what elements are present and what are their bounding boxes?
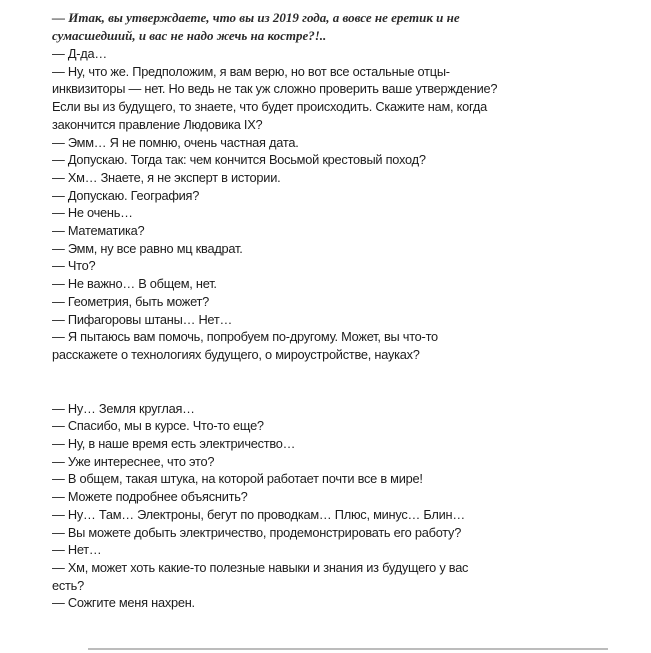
dialogue-line: — Не очень… xyxy=(52,205,133,221)
dialogue-line: — Ну, что же. Предположим, я вам верю, но вот все остальные отцы- xyxy=(52,63,450,79)
dialogue-line: — Д-да… xyxy=(52,46,107,61)
dialogue-document xyxy=(52,9,651,612)
dialogue-line: — Математика? xyxy=(52,223,145,239)
dialogue-line: — Сожгите меня нахрен. xyxy=(52,595,195,611)
bottom-divider xyxy=(88,648,608,650)
dialogue-line: — Допускаю. Тогда так: чем кончится Восьмой крестовый поход? xyxy=(52,152,426,168)
dialogue-line: — Не важно… В общем, нет. xyxy=(52,276,217,292)
dialogue-line: — Эмм… Я не помню, очень частная дата. xyxy=(52,134,299,150)
dialogue-line: — Спасибо, мы в курсе. Что-то еще? xyxy=(52,418,264,434)
dialogue-line: — Допускаю. География? xyxy=(52,187,200,203)
dialogue-line: — Вы можете добыть электричество, продемонстрировать его работу? xyxy=(52,524,462,540)
dialogue-line: — Геометрия, быть может? xyxy=(52,293,210,309)
dialogue-line: — Что? xyxy=(52,258,96,274)
dialogue-line: — Можете подробнее объяснить? xyxy=(52,489,248,505)
dialogue-block-1 xyxy=(52,45,651,364)
dialogue-line: — Ну… Земля круглая… xyxy=(52,400,195,416)
dialogue-line: — Эмм, ну все равно мц квадрат. xyxy=(52,240,243,256)
intro-line: сумасшедший, и вас не надо жечь на костре?!.. xyxy=(52,28,327,43)
dialogue-line: — Нет… xyxy=(52,542,102,558)
dialogue-line: — Пифагоровы штаны… Нет… xyxy=(52,311,233,327)
dialogue-line: закончится правление Людовика IX? xyxy=(52,116,263,132)
dialogue-line: — Ну, в наше время есть электричество… xyxy=(52,436,296,452)
dialogue-line: — Уже интереснее, что это? xyxy=(52,453,215,469)
dialogue-line: — Я пытаюсь вам помочь, попробуем по-другому. Может, вы что-то xyxy=(52,329,438,345)
dialogue-line: — Хм, может хоть какие-то полезные навыки и знания из будущего у вас xyxy=(52,559,469,575)
dialogue-line: — В общем, такая штука, на которой работает почти все в мире! xyxy=(52,471,423,487)
intro-line: — Итак, вы утверждаете, что вы из 2019 года, а вовсе не еретик и не xyxy=(52,10,460,25)
dialogue-line: есть? xyxy=(52,577,84,593)
dialogue-line: инквизиторы — нет. Но ведь не так уж сложно проверить ваше утверждение? xyxy=(52,81,498,97)
dialogue-line: расскажете о технологиях будущего, о мироустройстве, науках? xyxy=(52,346,420,362)
intro-paragraph xyxy=(52,9,651,45)
dialogue-line: — Хм… Знаете, я не эксперт в истории. xyxy=(52,169,281,185)
paragraph-gap xyxy=(52,364,651,400)
dialogue-line: — Ну… Там… Электроны, бегут по проводкам… Плюс, минус… Блин… xyxy=(52,506,465,522)
dialogue-line: Если вы из будущего, то знаете, что будет происходить. Скажите нам, когда xyxy=(52,99,487,115)
dialogue-block-2 xyxy=(52,400,651,612)
